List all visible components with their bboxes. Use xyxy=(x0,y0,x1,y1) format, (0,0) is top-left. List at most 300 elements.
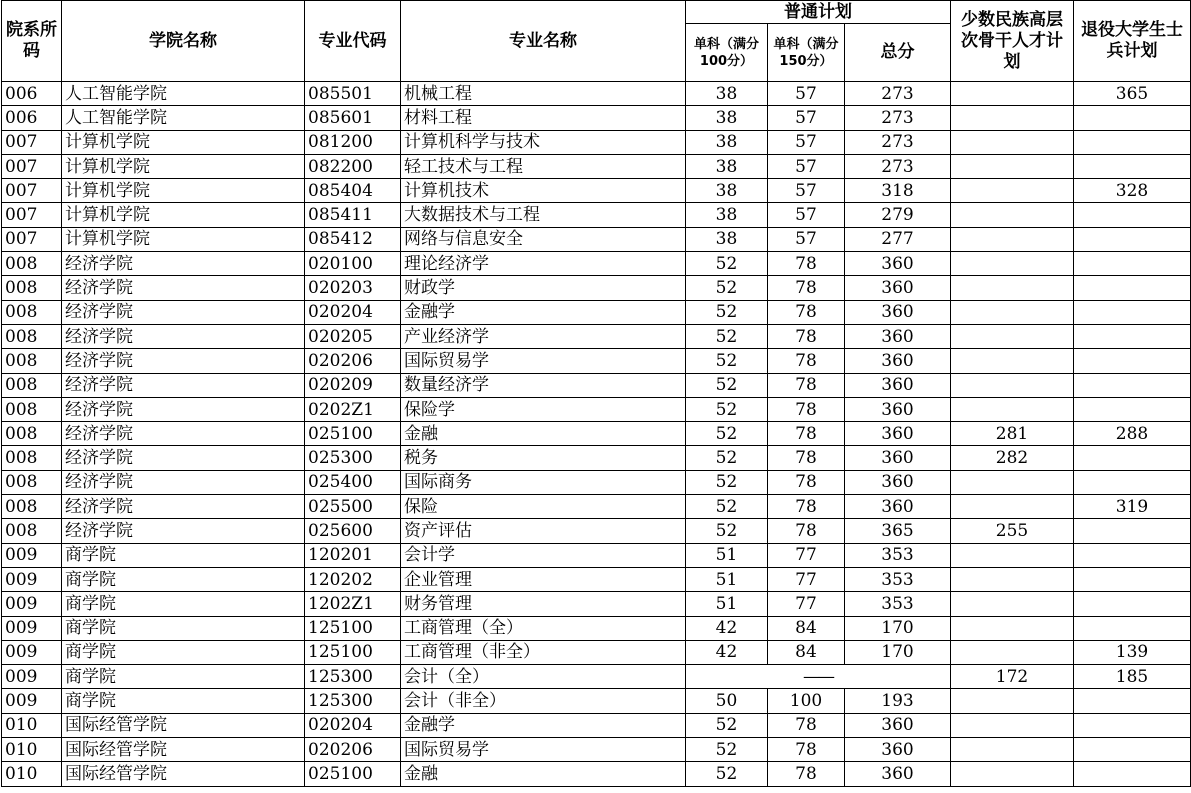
veteran-plan-cell: 288 xyxy=(1074,422,1191,446)
major-code-cell: 0202Z1 xyxy=(305,397,401,421)
minority-plan-cell xyxy=(951,300,1074,324)
single-150-cell: 78 xyxy=(768,470,845,494)
veteran-plan-cell xyxy=(1074,106,1191,130)
major-name-cell: 资产评估 xyxy=(401,519,686,543)
single-100-cell: 52 xyxy=(686,495,768,519)
total-score-cell: 360 xyxy=(845,446,951,470)
table-row xyxy=(2,227,1191,251)
veteran-plan-cell xyxy=(1074,154,1191,178)
college-name-cell: 经济学院 xyxy=(62,446,305,470)
dept-code-cell: 007 xyxy=(2,179,62,203)
major-code-cell: 025500 xyxy=(305,495,401,519)
major-code-cell: 085404 xyxy=(305,179,401,203)
single-150-cell: 100 xyxy=(768,689,845,713)
major-code-cell: 120201 xyxy=(305,543,401,567)
dept-code-cell: 008 xyxy=(2,300,62,324)
table-row xyxy=(2,130,1191,154)
minority-plan-cell xyxy=(951,592,1074,616)
veteran-plan-cell xyxy=(1074,519,1191,543)
header-general-plan: 普通计划 xyxy=(686,1,951,24)
single-100-cell: 52 xyxy=(686,276,768,300)
college-name-cell: 计算机学院 xyxy=(62,130,305,154)
college-name-cell: 计算机学院 xyxy=(62,227,305,251)
single-150-cell: 57 xyxy=(768,227,845,251)
college-name-cell: 国际经管学院 xyxy=(62,713,305,737)
college-name-cell: 经济学院 xyxy=(62,324,305,348)
single-150-cell: 57 xyxy=(768,179,845,203)
major-code-cell: 020100 xyxy=(305,252,401,276)
college-name-cell: 商学院 xyxy=(62,640,305,664)
total-score-cell: 360 xyxy=(845,324,951,348)
dept-code-cell: 010 xyxy=(2,762,62,786)
single-150-cell: 78 xyxy=(768,324,845,348)
total-score-cell: 353 xyxy=(845,543,951,567)
minority-plan-cell xyxy=(951,616,1074,640)
total-score-cell: 360 xyxy=(845,495,951,519)
single-100-cell: 50 xyxy=(686,689,768,713)
table-row xyxy=(2,519,1191,543)
minority-plan-cell xyxy=(951,567,1074,591)
dept-code-cell: 008 xyxy=(2,519,62,543)
table-row xyxy=(2,543,1191,567)
dept-code-cell: 009 xyxy=(2,543,62,567)
table-row xyxy=(2,106,1191,130)
college-name-cell: 经济学院 xyxy=(62,276,305,300)
total-score-cell: 360 xyxy=(845,470,951,494)
header-veteran-plan: 退役大学生士兵计划 xyxy=(1074,1,1191,82)
major-name-cell: 计算机技术 xyxy=(401,179,686,203)
veteran-plan-cell xyxy=(1074,689,1191,713)
single-100-cell: 38 xyxy=(686,227,768,251)
dept-code-cell: 006 xyxy=(2,106,62,130)
single-150-cell: 78 xyxy=(768,373,845,397)
total-score-cell: 353 xyxy=(845,592,951,616)
college-name-cell: 商学院 xyxy=(62,689,305,713)
major-code-cell: 085411 xyxy=(305,203,401,227)
single-100-cell: 52 xyxy=(686,713,768,737)
table-row xyxy=(2,446,1191,470)
major-name-cell: 税务 xyxy=(401,446,686,470)
table-row xyxy=(2,276,1191,300)
major-code-cell: 020204 xyxy=(305,300,401,324)
single-150-cell: 77 xyxy=(768,543,845,567)
major-name-cell: 保险 xyxy=(401,495,686,519)
major-name-cell: 材料工程 xyxy=(401,106,686,130)
veteran-plan-cell: 365 xyxy=(1074,82,1191,106)
single-100-cell: 52 xyxy=(686,252,768,276)
major-name-cell: 机械工程 xyxy=(401,82,686,106)
header-major-code: 专业代码 xyxy=(305,1,401,82)
dept-code-cell: 009 xyxy=(2,567,62,591)
single-100-cell: 51 xyxy=(686,592,768,616)
veteran-plan-cell xyxy=(1074,373,1191,397)
minority-plan-cell xyxy=(951,470,1074,494)
major-code-cell: 025100 xyxy=(305,762,401,786)
single-150-cell: 57 xyxy=(768,203,845,227)
dept-code-cell: 008 xyxy=(2,397,62,421)
major-name-cell: 工商管理（全） xyxy=(401,616,686,640)
single-100-cell: 38 xyxy=(686,203,768,227)
minority-plan-cell xyxy=(951,82,1074,106)
total-score-cell: 273 xyxy=(845,154,951,178)
college-name-cell: 经济学院 xyxy=(62,373,305,397)
dept-code-cell: 006 xyxy=(2,82,62,106)
total-score-cell: 273 xyxy=(845,130,951,154)
college-name-cell: 商学院 xyxy=(62,567,305,591)
college-name-cell: 商学院 xyxy=(62,616,305,640)
major-code-cell: 125300 xyxy=(305,689,401,713)
single-150-cell: 78 xyxy=(768,738,845,762)
table-row xyxy=(2,154,1191,178)
table-body xyxy=(2,82,1191,787)
major-code-cell: 025300 xyxy=(305,446,401,470)
total-score-cell: 318 xyxy=(845,179,951,203)
minority-plan-cell xyxy=(951,130,1074,154)
table-row xyxy=(2,665,1191,689)
total-score-cell: 277 xyxy=(845,227,951,251)
major-code-cell: 025400 xyxy=(305,470,401,494)
veteran-plan-cell xyxy=(1074,324,1191,348)
single-150-cell: 78 xyxy=(768,713,845,737)
major-code-cell: 025600 xyxy=(305,519,401,543)
dept-code-cell: 010 xyxy=(2,713,62,737)
total-score-cell: 170 xyxy=(845,616,951,640)
single-100-cell: 51 xyxy=(686,543,768,567)
single-150-cell: 77 xyxy=(768,567,845,591)
minority-plan-cell xyxy=(951,762,1074,786)
total-score-cell: 365 xyxy=(845,519,951,543)
veteran-plan-cell: 319 xyxy=(1074,495,1191,519)
dept-code-cell: 007 xyxy=(2,130,62,154)
major-name-cell: 国际贸易学 xyxy=(401,738,686,762)
single-100-cell: 52 xyxy=(686,422,768,446)
table-row xyxy=(2,300,1191,324)
major-code-cell: 125300 xyxy=(305,665,401,689)
header-major-name: 专业名称 xyxy=(401,1,686,82)
total-score-cell: 360 xyxy=(845,373,951,397)
single-150-cell: 78 xyxy=(768,276,845,300)
veteran-plan-cell xyxy=(1074,762,1191,786)
major-name-cell: 网络与信息安全 xyxy=(401,227,686,251)
minority-plan-cell xyxy=(951,689,1074,713)
single-100-cell: 38 xyxy=(686,154,768,178)
veteran-plan-cell xyxy=(1074,616,1191,640)
table-row xyxy=(2,252,1191,276)
table-row xyxy=(2,422,1191,446)
major-name-cell: 财务管理 xyxy=(401,592,686,616)
college-name-cell: 计算机学院 xyxy=(62,203,305,227)
veteran-plan-cell xyxy=(1074,227,1191,251)
college-name-cell: 商学院 xyxy=(62,665,305,689)
college-name-cell: 国际经管学院 xyxy=(62,738,305,762)
minority-plan-cell xyxy=(951,397,1074,421)
college-name-cell: 人工智能学院 xyxy=(62,106,305,130)
college-name-cell: 经济学院 xyxy=(62,422,305,446)
total-score-cell: 360 xyxy=(845,762,951,786)
table-row xyxy=(2,82,1191,106)
minority-plan-cell xyxy=(951,252,1074,276)
major-code-cell: 020205 xyxy=(305,324,401,348)
dept-code-cell: 008 xyxy=(2,252,62,276)
header-total: 总分 xyxy=(845,24,951,82)
single-100-cell: 42 xyxy=(686,640,768,664)
total-score-cell: 193 xyxy=(845,689,951,713)
total-score-cell: 360 xyxy=(845,276,951,300)
single-150-cell: 78 xyxy=(768,300,845,324)
major-name-cell: 国际贸易学 xyxy=(401,349,686,373)
total-score-cell: 360 xyxy=(845,713,951,737)
veteran-plan-cell xyxy=(1074,543,1191,567)
college-name-cell: 商学院 xyxy=(62,543,305,567)
single-100-cell: 52 xyxy=(686,349,768,373)
single-100-cell: 42 xyxy=(686,616,768,640)
table-row xyxy=(2,689,1191,713)
college-name-cell: 人工智能学院 xyxy=(62,82,305,106)
dept-code-cell: 008 xyxy=(2,446,62,470)
single-100-cell: 38 xyxy=(686,106,768,130)
veteran-plan-cell: 139 xyxy=(1074,640,1191,664)
major-name-cell: 保险学 xyxy=(401,397,686,421)
college-name-cell: 计算机学院 xyxy=(62,179,305,203)
minority-plan-cell: 255 xyxy=(951,519,1074,543)
table-row xyxy=(2,567,1191,591)
total-score-cell: 273 xyxy=(845,106,951,130)
minority-plan-cell xyxy=(951,106,1074,130)
single-100-cell: 52 xyxy=(686,738,768,762)
major-code-cell: 020203 xyxy=(305,276,401,300)
minority-plan-cell xyxy=(951,713,1074,737)
table-header xyxy=(2,1,1191,82)
major-name-cell: 财政学 xyxy=(401,276,686,300)
minority-plan-cell: 281 xyxy=(951,422,1074,446)
college-name-cell: 经济学院 xyxy=(62,300,305,324)
single-150-cell: 57 xyxy=(768,82,845,106)
college-name-cell: 经济学院 xyxy=(62,252,305,276)
dept-code-cell: 009 xyxy=(2,665,62,689)
minority-plan-cell: 172 xyxy=(951,665,1074,689)
dept-code-cell: 009 xyxy=(2,689,62,713)
single-150-cell: 78 xyxy=(768,519,845,543)
table-row xyxy=(2,203,1191,227)
veteran-plan-cell xyxy=(1074,738,1191,762)
single-100-cell: 52 xyxy=(686,373,768,397)
table-row xyxy=(2,179,1191,203)
single-100-cell: 38 xyxy=(686,179,768,203)
total-score-cell: 360 xyxy=(845,349,951,373)
dept-code-cell: 008 xyxy=(2,373,62,397)
major-code-cell: 020206 xyxy=(305,738,401,762)
single-150-cell: 78 xyxy=(768,397,845,421)
total-score-cell: 360 xyxy=(845,397,951,421)
major-name-cell: 计算机科学与技术 xyxy=(401,130,686,154)
major-name-cell: 会计（全） xyxy=(401,665,686,689)
major-name-cell: 理论经济学 xyxy=(401,252,686,276)
veteran-plan-cell xyxy=(1074,300,1191,324)
college-name-cell: 计算机学院 xyxy=(62,154,305,178)
major-name-cell: 金融 xyxy=(401,762,686,786)
major-code-cell: 025100 xyxy=(305,422,401,446)
major-code-cell: 125100 xyxy=(305,640,401,664)
minority-plan-cell xyxy=(951,349,1074,373)
major-code-cell: 085601 xyxy=(305,106,401,130)
single-150-cell: 84 xyxy=(768,616,845,640)
college-name-cell: 经济学院 xyxy=(62,495,305,519)
table-row xyxy=(2,397,1191,421)
total-score-cell: 360 xyxy=(845,252,951,276)
table-row xyxy=(2,640,1191,664)
veteran-plan-cell xyxy=(1074,567,1191,591)
table-row xyxy=(2,762,1191,786)
minority-plan-cell: 282 xyxy=(951,446,1074,470)
single-100-cell: 51 xyxy=(686,567,768,591)
total-score-cell: 279 xyxy=(845,203,951,227)
minority-plan-cell xyxy=(951,324,1074,348)
dept-code-cell: 007 xyxy=(2,203,62,227)
college-name-cell: 商学院 xyxy=(62,592,305,616)
veteran-plan-cell xyxy=(1074,713,1191,737)
single-100-cell: 52 xyxy=(686,446,768,470)
major-code-cell: 082200 xyxy=(305,154,401,178)
major-name-cell: 金融学 xyxy=(401,713,686,737)
dept-code-cell: 008 xyxy=(2,470,62,494)
veteran-plan-cell xyxy=(1074,592,1191,616)
major-code-cell: 125100 xyxy=(305,616,401,640)
score-table xyxy=(1,0,1191,787)
college-name-cell: 经济学院 xyxy=(62,397,305,421)
minority-plan-cell xyxy=(951,227,1074,251)
major-name-cell: 工商管理（非全） xyxy=(401,640,686,664)
table-row xyxy=(2,495,1191,519)
college-name-cell: 经济学院 xyxy=(62,470,305,494)
major-code-cell: 1202Z1 xyxy=(305,592,401,616)
major-name-cell: 产业经济学 xyxy=(401,324,686,348)
minority-plan-cell xyxy=(951,276,1074,300)
veteran-plan-cell: 328 xyxy=(1074,179,1191,203)
single-150-cell: 78 xyxy=(768,349,845,373)
single-100-cell: 52 xyxy=(686,762,768,786)
total-score-cell: 360 xyxy=(845,422,951,446)
dept-code-cell: 007 xyxy=(2,227,62,251)
veteran-plan-cell xyxy=(1074,349,1191,373)
veteran-plan-cell xyxy=(1074,276,1191,300)
single-150-cell: 78 xyxy=(768,762,845,786)
table-row xyxy=(2,592,1191,616)
single-150-cell: 78 xyxy=(768,422,845,446)
dept-code-cell: 009 xyxy=(2,592,62,616)
single-150-cell: 77 xyxy=(768,592,845,616)
single-100-cell: 52 xyxy=(686,470,768,494)
table-row xyxy=(2,373,1191,397)
major-name-cell: 金融 xyxy=(401,422,686,446)
major-name-cell: 国际商务 xyxy=(401,470,686,494)
minority-plan-cell xyxy=(951,154,1074,178)
single-100-cell: 38 xyxy=(686,82,768,106)
single-150-cell: 78 xyxy=(768,252,845,276)
major-code-cell: 085412 xyxy=(305,227,401,251)
header-college-name: 学院名称 xyxy=(62,1,305,82)
major-name-cell: 数量经济学 xyxy=(401,373,686,397)
veteran-plan-cell: 185 xyxy=(1074,665,1191,689)
table-row xyxy=(2,324,1191,348)
veteran-plan-cell xyxy=(1074,252,1191,276)
major-code-cell: 020204 xyxy=(305,713,401,737)
minority-plan-cell xyxy=(951,203,1074,227)
total-score-cell: 353 xyxy=(845,567,951,591)
minority-plan-cell xyxy=(951,179,1074,203)
minority-plan-cell xyxy=(951,640,1074,664)
single-100-cell: 52 xyxy=(686,519,768,543)
dept-code-cell: 007 xyxy=(2,154,62,178)
header-single-150: 单科（满分150分） xyxy=(768,24,845,82)
single-100-cell: 38 xyxy=(686,130,768,154)
header-minority-plan: 少数民族高层次骨干人才计划 xyxy=(951,1,1074,82)
single-150-cell: 57 xyxy=(768,130,845,154)
total-score-cell: 360 xyxy=(845,300,951,324)
dept-code-cell: 008 xyxy=(2,349,62,373)
table-row xyxy=(2,738,1191,762)
general-plan-merged-cell: —— xyxy=(686,665,951,689)
minority-plan-cell xyxy=(951,738,1074,762)
total-score-cell: 273 xyxy=(845,82,951,106)
major-name-cell: 会计学 xyxy=(401,543,686,567)
single-150-cell: 78 xyxy=(768,495,845,519)
dept-code-cell: 009 xyxy=(2,616,62,640)
veteran-plan-cell xyxy=(1074,397,1191,421)
dept-code-cell: 008 xyxy=(2,422,62,446)
college-name-cell: 经济学院 xyxy=(62,349,305,373)
dept-code-cell: 008 xyxy=(2,324,62,348)
minority-plan-cell xyxy=(951,543,1074,567)
dept-code-cell: 010 xyxy=(2,738,62,762)
major-code-cell: 020209 xyxy=(305,373,401,397)
major-code-cell: 020206 xyxy=(305,349,401,373)
dept-code-cell: 009 xyxy=(2,640,62,664)
single-100-cell: 52 xyxy=(686,300,768,324)
dept-code-cell: 008 xyxy=(2,495,62,519)
major-name-cell: 大数据技术与工程 xyxy=(401,203,686,227)
table-row xyxy=(2,713,1191,737)
veteran-plan-cell xyxy=(1074,470,1191,494)
total-score-cell: 360 xyxy=(845,738,951,762)
table-row xyxy=(2,349,1191,373)
single-100-cell: 52 xyxy=(686,397,768,421)
single-150-cell: 57 xyxy=(768,154,845,178)
veteran-plan-cell xyxy=(1074,446,1191,470)
college-name-cell: 国际经管学院 xyxy=(62,762,305,786)
major-name-cell: 会计（非全） xyxy=(401,689,686,713)
single-100-cell: 52 xyxy=(686,324,768,348)
table-row xyxy=(2,470,1191,494)
single-150-cell: 78 xyxy=(768,446,845,470)
table-row xyxy=(2,616,1191,640)
dept-code-cell: 008 xyxy=(2,276,62,300)
header-dept-code: 院系所码 xyxy=(2,1,62,82)
minority-plan-cell xyxy=(951,373,1074,397)
header-single-100: 单科（满分100分） xyxy=(686,24,768,82)
major-code-cell: 085501 xyxy=(305,82,401,106)
minority-plan-cell xyxy=(951,495,1074,519)
veteran-plan-cell xyxy=(1074,203,1191,227)
total-score-cell: 170 xyxy=(845,640,951,664)
veteran-plan-cell xyxy=(1074,130,1191,154)
major-name-cell: 金融学 xyxy=(401,300,686,324)
major-code-cell: 120202 xyxy=(305,567,401,591)
major-code-cell: 081200 xyxy=(305,130,401,154)
single-150-cell: 84 xyxy=(768,640,845,664)
single-150-cell: 57 xyxy=(768,106,845,130)
college-name-cell: 经济学院 xyxy=(62,519,305,543)
major-name-cell: 企业管理 xyxy=(401,567,686,591)
